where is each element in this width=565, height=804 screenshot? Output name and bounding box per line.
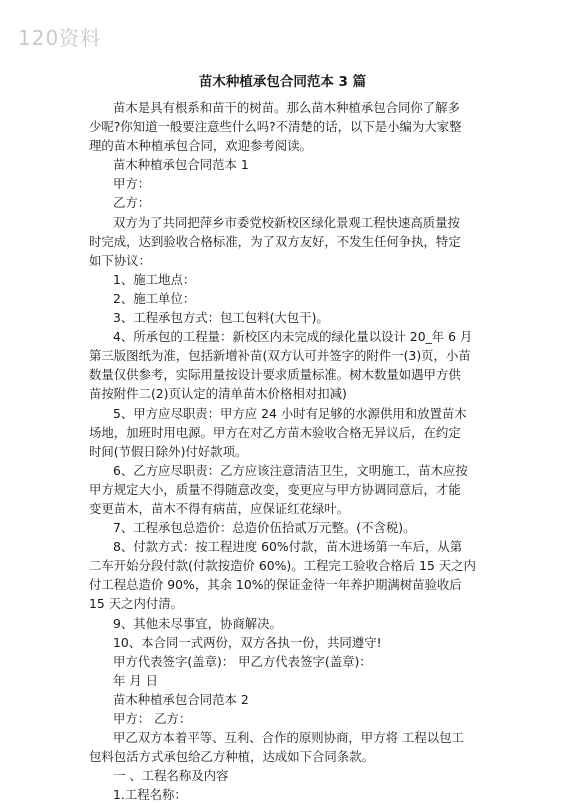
text-line: 6、乙方应尽职责：乙方应该注意清洁卫生，文明施工，苗木应按 — [113, 462, 468, 478]
text-line: 变更苗木，苗木不得有病苗，应保证红花绿叶。 — [89, 500, 350, 516]
document-title: 苗木种植承包合同范本 3 篇 — [198, 74, 367, 90]
text-line: 年 月 日 — [113, 672, 159, 688]
text-line: 数量仅供参考，实际用量按设计要求质量标准。树木数量如遇甲方供 — [89, 367, 461, 383]
text-line: 3、工程承包方式：包工包料(大包干)。 — [113, 310, 329, 326]
document-body — [89, 98, 491, 804]
text-line: 9、其他未尽事宜，协商解决。 — [113, 615, 282, 631]
text-line: 甲方代表签字(盖章)： 甲乙方代表签字(盖章)： — [113, 653, 372, 669]
text-line: 甲方： — [113, 176, 151, 192]
text-line: 付工程总造价 90%，其余 10%的保证金待一年养护期满树苗验收后 — [89, 577, 462, 593]
text-line: 苗木种植承包合同范本 1 — [113, 157, 249, 173]
text-line: 时间(节假日除外)付好款项。 — [89, 443, 248, 459]
text-line: 甲方规定大小，质量不得随意改变，变更应与甲方协调同意后，才能 — [89, 481, 461, 497]
text-line: 2、施工单位： — [113, 290, 196, 306]
text-line: 时完成，达到验收合格标准，为了双方友好，不发生任何争执，特定 — [89, 233, 461, 249]
text-line: 甲乙双方本着平等、互利、合作的原则协商，甲方将 工程以包工 — [113, 730, 464, 746]
text-line: 4、所承包的工程量：新校区内未完成的绿化量以设计 20_年 6 月 — [113, 329, 473, 345]
watermark: 120资料 — [18, 26, 102, 50]
text-line: 理的苗木种植承包合同，欢迎参考阅读。 — [89, 138, 313, 154]
text-line: 包料包活方式承包给乙方种植，达成如下合同条款。 — [89, 749, 374, 765]
text-line: 苗木是具有根系和苗干的树苗。那么苗木种植承包合同你了解多 — [113, 100, 460, 115]
text-line: 二车开始分段付款(付款按造价 60%)。工程完工验收合格后 15 天之内 — [89, 558, 476, 574]
text-line: 第三版图纸为准，包括新增补苗(双方认可并签字的附件一(3)页，小苗 — [89, 348, 471, 364]
text-line: 乙方： — [113, 195, 151, 211]
text-line: 7、工程承包总造价：总造价伍拾贰万元整。(不含税)。 — [113, 520, 416, 536]
text-line: 苗木种植承包合同范本 2 — [113, 691, 249, 707]
text-line: 10、本合同一式两份，双方各执一份，共同遵守! — [113, 634, 382, 650]
text-line: 一 、工程名称及内容 — [113, 768, 229, 784]
text-line: 如下协议： — [89, 252, 151, 268]
text-line: 15 天之内付清。 — [89, 596, 184, 612]
text-line: 少呢?你知道一般要注意些什么吗?不清楚的话，以下是小编为大家整 — [89, 119, 462, 135]
text-line: 5、甲方应尽职责：甲方应 24 小时有足够的水源供用和放置苗木 — [113, 405, 467, 421]
text-line: 8、付款方式：按工程进度 60%付款，苗木进场第一车后，从第 — [113, 539, 463, 555]
text-line: 甲方： 乙方： — [113, 711, 192, 726]
text-line: 苗按附件二(2)页认定的清单苗木价格相对扣减) — [89, 386, 347, 402]
text-line: 1.工程名称： — [113, 787, 187, 803]
text-line: 双方为了共同把萍乡市委党校新校区绿化景观工程快速高质量按 — [113, 214, 460, 230]
text-line: 1、施工地点： — [113, 271, 196, 287]
text-line: 场地，加班时用电源。甲方在对乙方苗木验收合格无异议后，在约定 — [89, 424, 461, 440]
